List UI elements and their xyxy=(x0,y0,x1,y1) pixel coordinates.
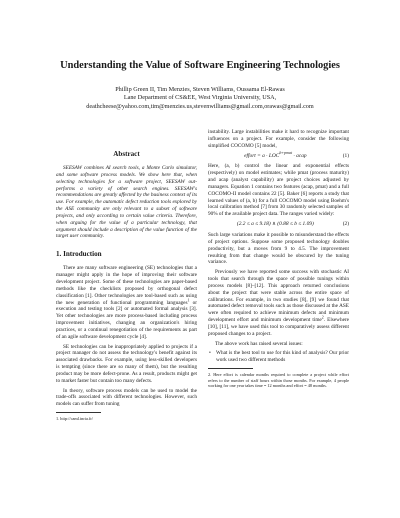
equation-2-number: (2) xyxy=(342,221,349,228)
footnote-marker-2: 2 xyxy=(321,315,324,320)
equation-2: (2.2 ≤ a ≤ 9.18) ∧ (0.88 ≤ b ≤ 1.09) (2) xyxy=(236,221,349,228)
footnote-1: 1. http://caml.inria.fr/ xyxy=(56,416,93,422)
equation-1: effort = $a \cdot LOC^{b+pmat}$ · acap (1) xyxy=(244,149,349,159)
paper-title: Understanding the Value of Software Engineering Technologies xyxy=(60,60,340,71)
author-emails: deathcheese@yahoo.com,tim@menzies.us,stevenwilliams@gmail.com,orawas@gmail.com xyxy=(86,102,314,110)
intro-paragraph-3: In theory, software process models can be used to model the trade-offs associated with different technologies. However, such models can suffer from tuning xyxy=(56,387,197,408)
author-block xyxy=(20,86,380,111)
abstract-heading: Abstract xyxy=(113,150,140,158)
right-paragraph-4: Previously we have reported some success with stochastic AI tools that search through the space of possible tunings within process models [8]–[12]. This approach returned conclusions about the project that were stable across the entire space of calibrations. For example, in two studies [8], [9] we found that automated defect removal tools such as those discussed at the ASE were often required to achieve minimum defects and minimum development effort and minimum development time$^2$. Elsewhere [10], [11], we have used this tool to comparatively assess different proposed changes to a project. xyxy=(208,269,349,337)
footnote-rule-2 xyxy=(208,368,253,369)
author-affiliation: Lane Department of CS&EE, West Virginia University, USA, xyxy=(123,94,277,102)
intro-paragraph-2: SE technologies can be inappropriately applied to projects if a project manager do not assess the technology's benefit against its associated drawbacks. For example, using less-skilled developers is tempting (since there are so many of them), but the resulting product may be more defect-prone. As a result, products might get to market faster but contain too many defects. xyxy=(56,343,197,384)
bullet-icon: • xyxy=(209,350,211,357)
abstract-text: SEESAW combines AI search tools, a Monte Carlo simulator, and some software process models. We show here that, when selecting technologies for a software project, SEESAW out-performs a variety of other search engines. SEESAW's recommendations are greatly affected by the business context of its use. For example, the automatic defect reduction tools explored by the ASE community are only relevant to a subset of software projects, and only according to certain value criteria. Therefore, when arguing for the value of a particular technology, that argument should include a description of the value function of the target user community. xyxy=(56,165,197,240)
bullet-item: • What is the best tool to use for this kind of analysis? Our prior work used two different methods xyxy=(209,350,349,364)
equation-1-number: (1) xyxy=(342,152,349,159)
author-names: Phillip Green II, Tim Menzies, Steven Williams, Oussama El-Rawas xyxy=(115,86,285,93)
right-column xyxy=(208,129,349,390)
left-column xyxy=(56,150,197,423)
right-paragraph-3: Such large variations make it possible to misunderstand the effects of project options. Suppose some proposed technology doubles productivity, but a moves from 9 to 4.5. The improvement resulting from that change would be obscured by the tuning variance. xyxy=(208,231,349,266)
footnote-rule xyxy=(56,412,101,413)
right-paragraph-1: instability. Large instabilities make it hard to recognize important influences on a project. For example, consider the following simplified COCOMO [5] model, xyxy=(208,129,349,149)
intro-paragraph-1: There are many software engineering (SE) technologies that a manager might apply in the hope of improving their software development project. Some of these technologies are paper-based methods like the checklists proposed by orthogonal defect classification [1]. Other technologies are tool-based such as using the new generation of functional programming languages$^1$ or execution and testing tools [2] or automated formal analysis [3]. Yet other technologies are more process-based including process improvement initiatives, changing an organization's hiring practices, or a continual renegotiation of the requirements as part of an agile software development cycle [4]. xyxy=(56,265,198,340)
right-paragraph-2: Here, (a, b) control the linear and exponential effects (respectively) on model estimates; while pmat (process maturity) and acap (analyst capability) are project choices adjusted by managers. Equation 1 contains two features (acap, pmat) and a full COCOMO-II model contains 22 [5]. Baker [6] reports a study that learned values of (a, b) for a full COCOMO model using Boehm's local calibration method [7] from 30 randomly selected samples of 90% of the available project data. The ranges varied widely: xyxy=(208,163,349,218)
footnote-2: 2. Here effort is calendar months required to complete a project while effort refers to the number of staff hours within those months. For example, 4 people working for one year takes time = 12 months and effort = 48 months. xyxy=(208,372,349,389)
right-paragraph-5: The above work has raised several issues: xyxy=(215,340,303,347)
introduction-heading: 1. Introduction xyxy=(56,250,102,259)
footnote-marker-1: 1 xyxy=(187,297,190,302)
